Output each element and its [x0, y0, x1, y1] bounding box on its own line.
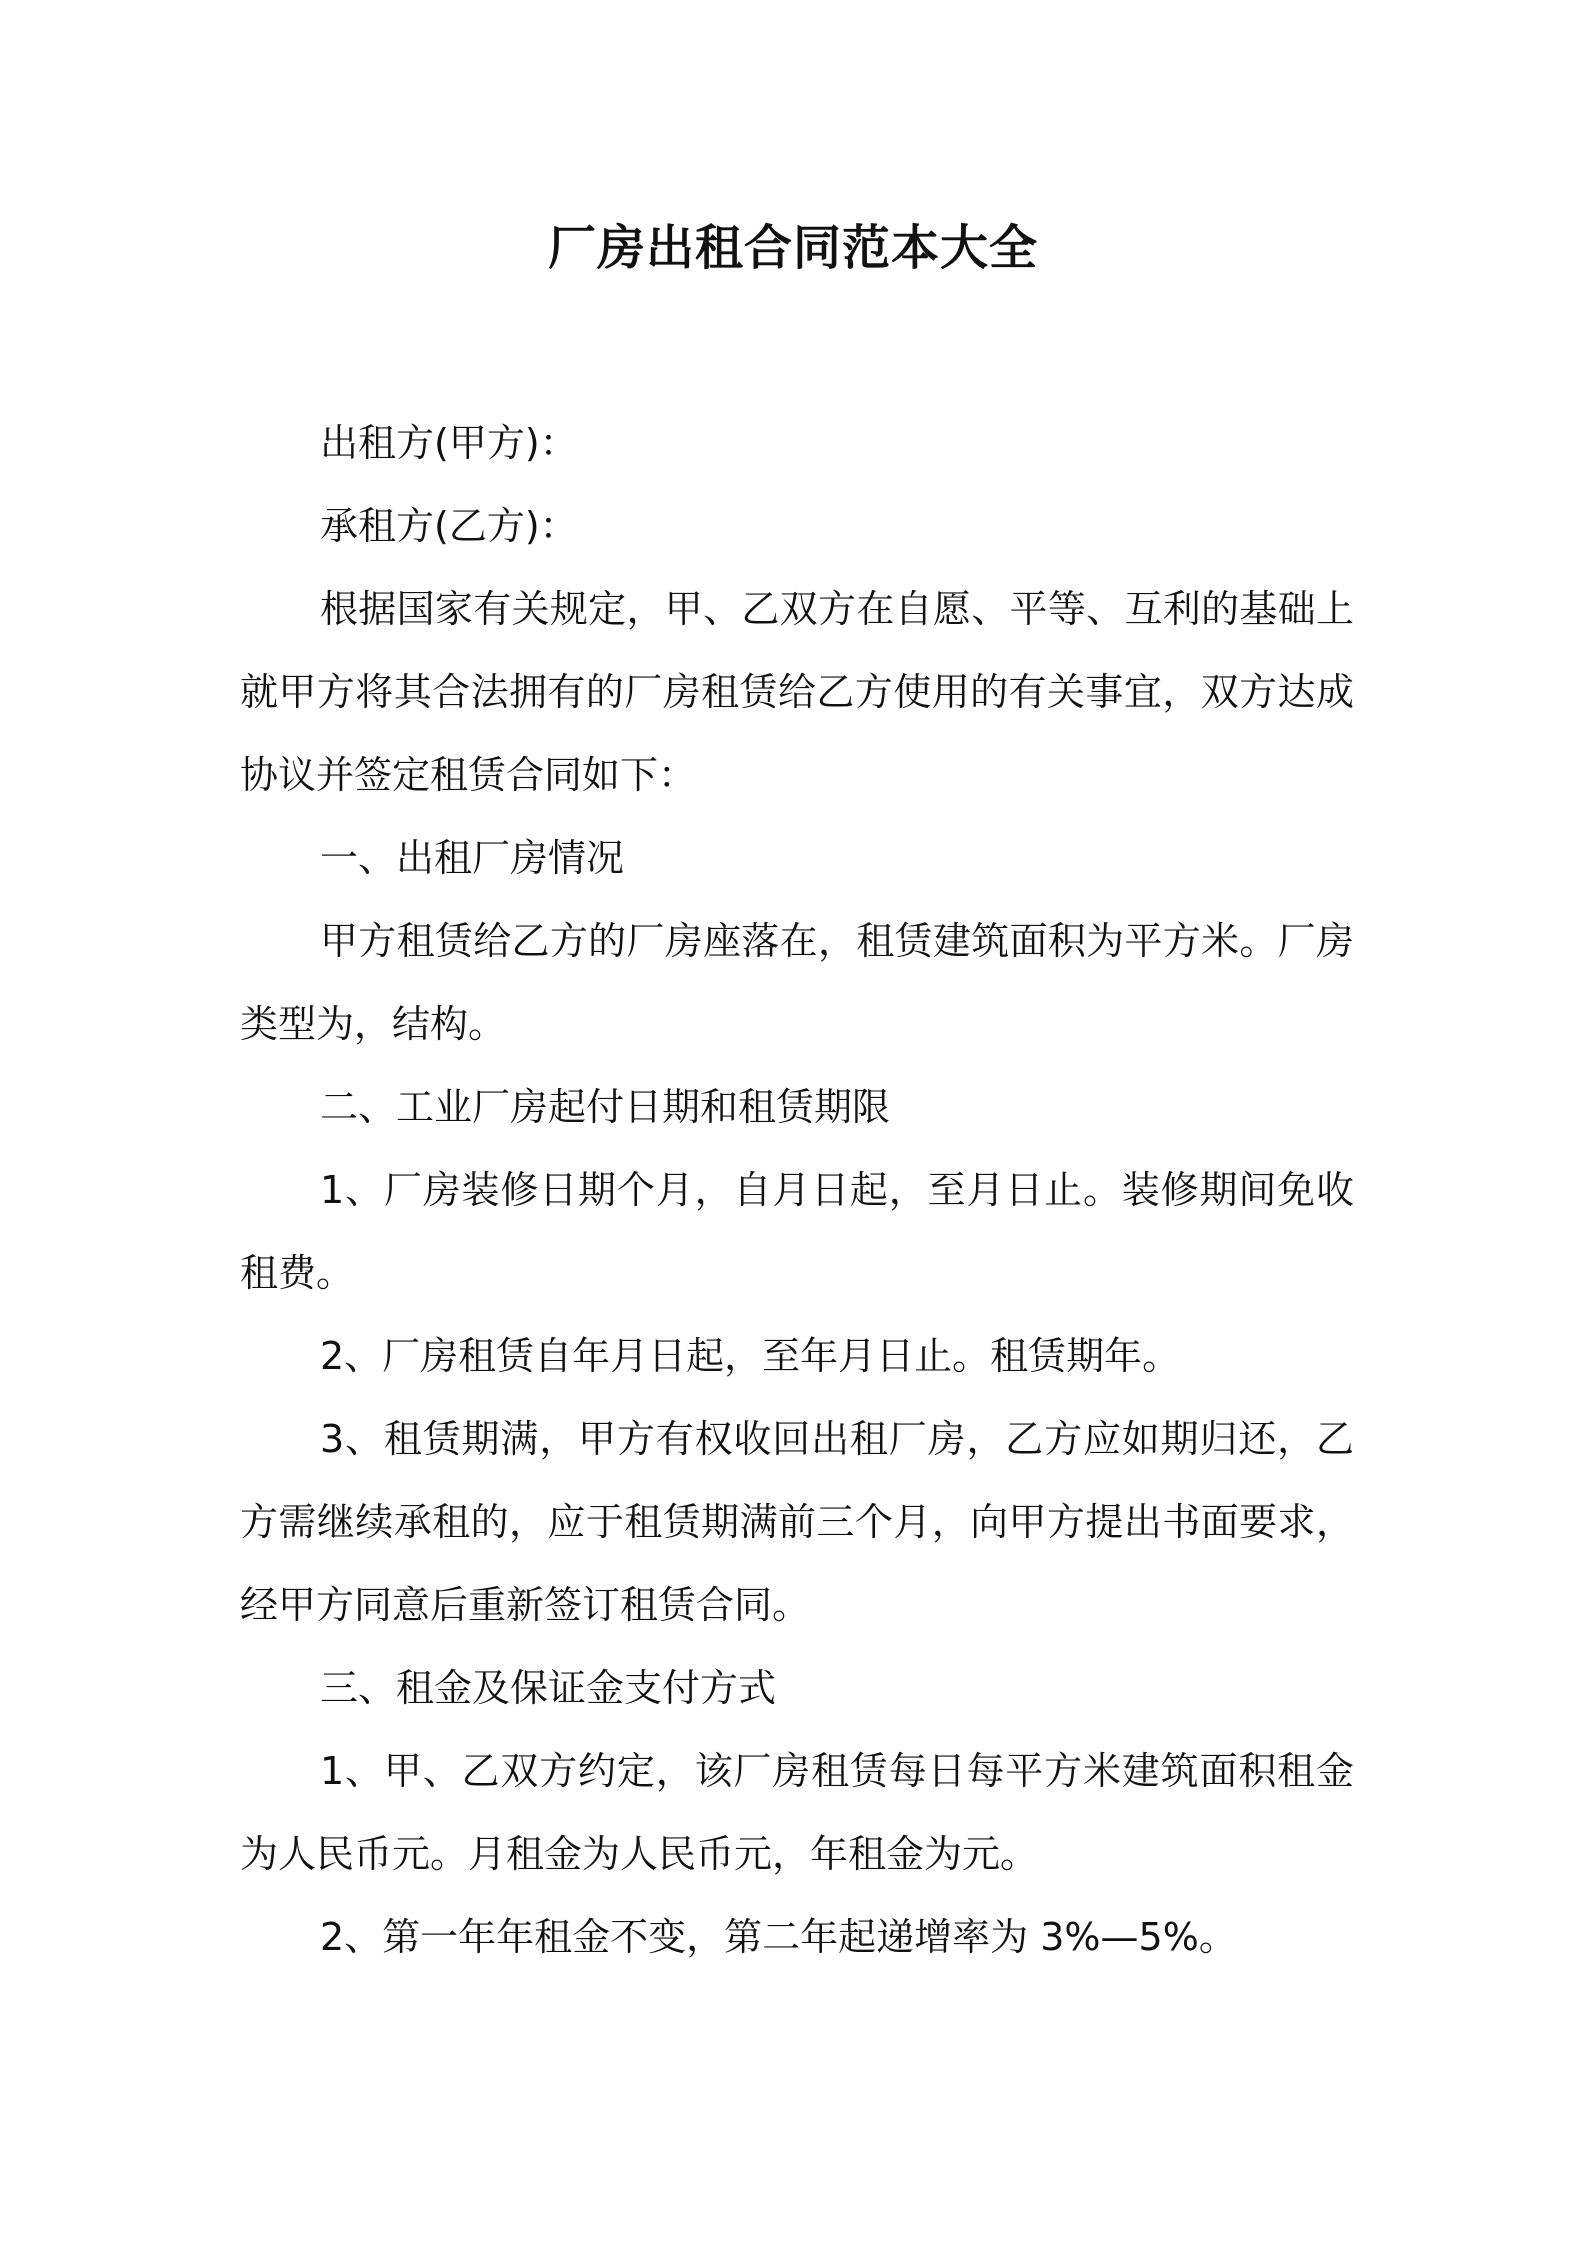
clause-3-2: 2、第一年年租金不变，第二年起递增率为 3%—5%。	[320, 1915, 1237, 1959]
document-title: 厂房出租合同范本大全	[547, 220, 1038, 276]
section-heading-1: 一、出租厂房情况	[320, 836, 625, 880]
paragraph-preamble: 根据国家有关规定，甲、乙双方在自愿、平等、互利的基础上就甲方将其合法拥有的厂房租赁给乙方使用的有关事宜，双方达成协议并签定租赁合同如下：	[240, 587, 1354, 797]
clause-3-1: 1、甲、乙双方约定，该厂房租赁每日每平方米建筑面积租金为人民币元。月租金为人民币元，年租金为元。	[240, 1749, 1354, 1876]
clause-2-1: 1、厂房装修日期个月，自月日起，至月日止。装修期间免收租费。	[240, 1168, 1354, 1295]
paragraph-factory-location: 甲方租赁给乙方的厂房座落在，租赁建筑面积为平方米。厂房类型为，结构。	[240, 919, 1354, 1046]
clause-2-2: 2、厂房租赁自年月日起，至年月日止。租赁期年。	[320, 1334, 1181, 1378]
section-heading-3: 三、租金及保证金支付方式	[320, 1666, 777, 1710]
document-body	[240, 402, 1354, 1979]
paragraph-lessor: 出租方(甲方)：	[320, 421, 578, 465]
paragraph-lessee: 承租方(乙方)：	[320, 504, 578, 548]
section-heading-2: 二、工业厂房起付日期和租赁期限	[320, 1085, 891, 1129]
clause-2-3: 3、租赁期满，甲方有权收回出租厂房，乙方应如期归还，乙方需继续承租的，应于租赁期满前三个月，向甲方提出书面要求，经甲方同意后重新签订租赁合同。	[240, 1417, 1354, 1627]
